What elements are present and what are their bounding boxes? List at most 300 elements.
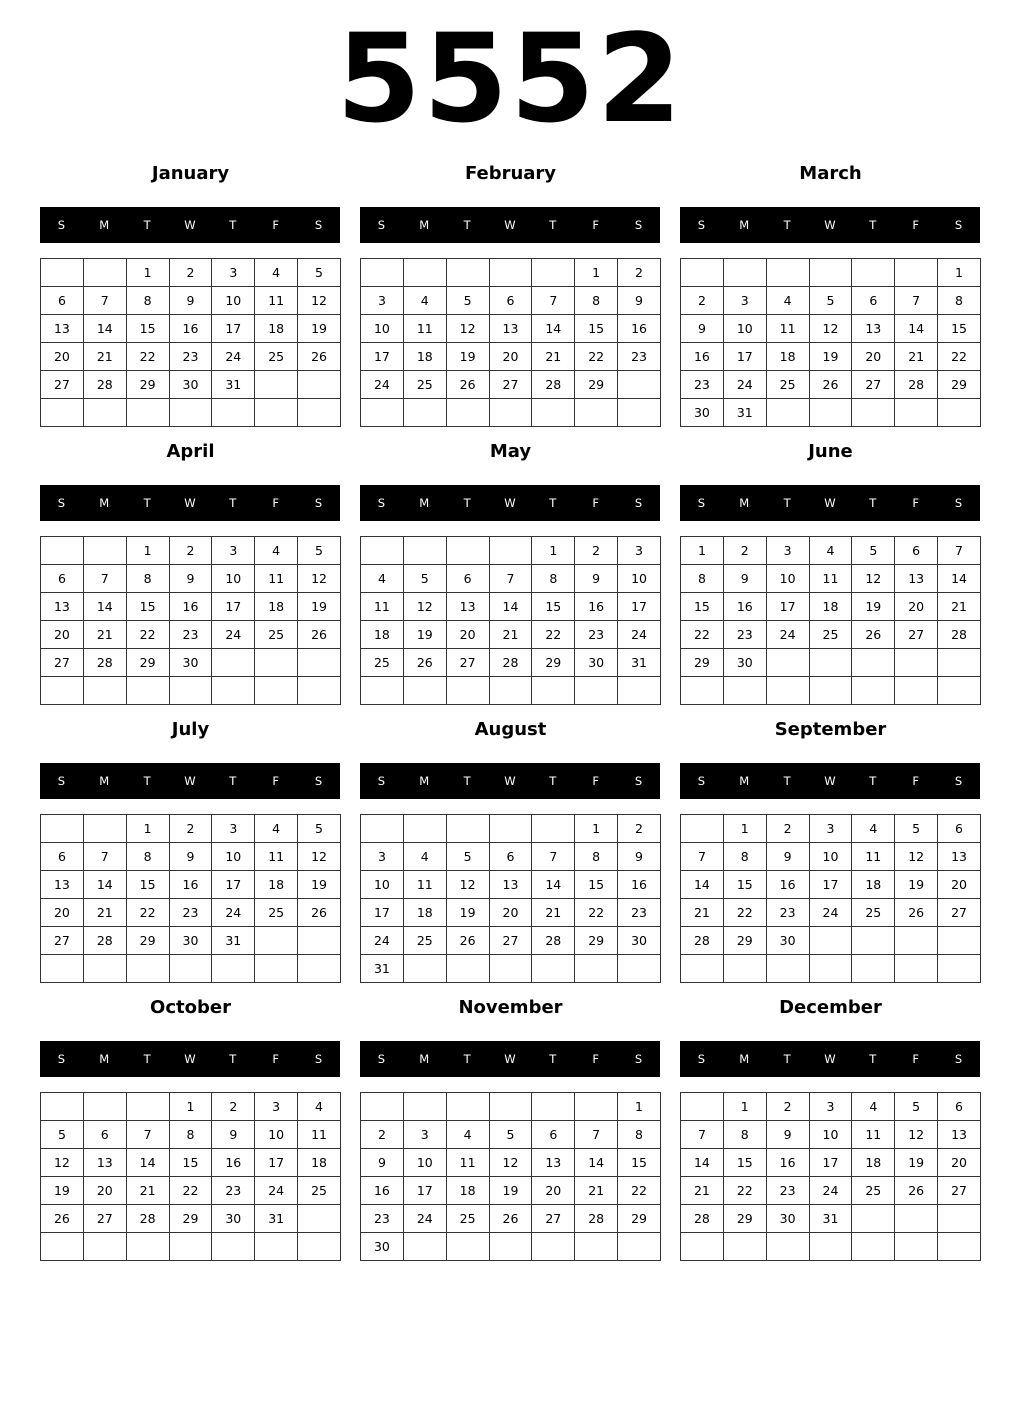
day-cell: 14	[83, 315, 126, 343]
day-cell	[681, 259, 724, 287]
day-cell: 31	[809, 1205, 852, 1233]
day-cell: 27	[532, 1205, 575, 1233]
day-cell: 8	[575, 843, 618, 871]
day-cell: 7	[938, 537, 981, 565]
day-cell: 7	[575, 1121, 618, 1149]
weekday-header	[360, 1041, 660, 1077]
day-cell: 5	[895, 815, 938, 843]
day-cell: 30	[361, 1233, 404, 1261]
weekday-header	[40, 207, 340, 243]
day-cell: 29	[681, 649, 724, 677]
day-grid	[40, 1092, 341, 1261]
day-cell: 1	[126, 815, 169, 843]
day-cell: 2	[723, 537, 766, 565]
day-cell: 26	[298, 343, 341, 371]
day-cell	[723, 259, 766, 287]
day-cell: 21	[532, 343, 575, 371]
weekday-label: T	[869, 774, 877, 788]
day-cell: 21	[895, 343, 938, 371]
weekday-label: W	[184, 496, 196, 510]
day-cell: 20	[938, 1149, 981, 1177]
day-grid	[360, 536, 661, 705]
day-cell	[938, 1205, 981, 1233]
day-cell: 19	[403, 621, 446, 649]
day-cell: 20	[83, 1177, 126, 1205]
day-cell: 17	[361, 343, 404, 371]
day-cell: 11	[255, 287, 298, 315]
day-cell: 27	[895, 621, 938, 649]
week-row	[361, 315, 661, 343]
day-cell: 10	[212, 565, 255, 593]
day-cell: 6	[41, 565, 84, 593]
day-cell: 12	[489, 1149, 532, 1177]
day-cell	[618, 371, 661, 399]
day-cell: 2	[212, 1093, 255, 1121]
day-cell: 10	[361, 315, 404, 343]
day-cell	[766, 399, 809, 427]
weekday-label: F	[272, 218, 279, 232]
day-cell	[723, 677, 766, 705]
day-cell: 16	[766, 1149, 809, 1177]
weekday-label: M	[739, 496, 750, 510]
month-name: October	[150, 997, 231, 1018]
day-cell: 20	[446, 621, 489, 649]
day-cell: 5	[489, 1121, 532, 1149]
day-cell: 25	[852, 899, 895, 927]
day-cell: 6	[895, 537, 938, 565]
day-cell	[938, 399, 981, 427]
day-cell: 24	[212, 899, 255, 927]
day-cell	[83, 677, 126, 705]
day-cell: 16	[212, 1149, 255, 1177]
day-cell	[489, 955, 532, 983]
day-cell: 26	[446, 927, 489, 955]
month-name: March	[799, 163, 862, 184]
day-cell: 31	[723, 399, 766, 427]
day-cell: 23	[169, 343, 212, 371]
weekday-label: T	[229, 496, 237, 510]
day-cell: 18	[403, 899, 446, 927]
day-cell: 8	[938, 287, 981, 315]
day-cell: 18	[446, 1177, 489, 1205]
day-cell: 25	[255, 899, 298, 927]
day-cell	[83, 955, 126, 983]
weekday-label: F	[912, 774, 919, 788]
day-cell: 17	[766, 593, 809, 621]
weekday-label: W	[504, 774, 516, 788]
day-cell: 27	[938, 899, 981, 927]
weekday-label: S	[954, 1052, 963, 1066]
day-cell	[489, 537, 532, 565]
day-cell: 24	[809, 899, 852, 927]
day-cell: 23	[212, 1177, 255, 1205]
weekday-header	[680, 763, 980, 799]
day-cell: 21	[938, 593, 981, 621]
day-cell: 30	[723, 649, 766, 677]
day-cell: 28	[532, 927, 575, 955]
day-cell: 30	[681, 399, 724, 427]
day-cell: 23	[618, 899, 661, 927]
day-cell: 8	[575, 287, 618, 315]
day-cell: 11	[852, 1121, 895, 1149]
day-grid	[360, 1092, 661, 1261]
weekday-label: W	[184, 774, 196, 788]
week-row	[41, 1233, 341, 1261]
day-cell	[852, 1233, 895, 1261]
week-row	[41, 955, 341, 983]
week-row	[41, 259, 341, 287]
weekday-label: T	[783, 1052, 791, 1066]
week-row	[681, 399, 981, 427]
day-cell: 13	[532, 1149, 575, 1177]
day-cell: 11	[403, 871, 446, 899]
day-cell: 22	[126, 343, 169, 371]
day-cell: 15	[575, 871, 618, 899]
day-cell: 27	[83, 1205, 126, 1233]
day-cell: 8	[532, 565, 575, 593]
day-cell: 22	[126, 899, 169, 927]
day-cell: 20	[489, 343, 532, 371]
weekday-label: M	[739, 774, 750, 788]
day-cell: 28	[83, 371, 126, 399]
day-cell	[489, 1093, 532, 1121]
day-cell: 31	[255, 1205, 298, 1233]
day-cell: 11	[403, 315, 446, 343]
day-cell: 1	[618, 1093, 661, 1121]
day-cell	[766, 955, 809, 983]
week-row	[681, 315, 981, 343]
week-row	[681, 371, 981, 399]
day-cell: 6	[852, 287, 895, 315]
day-cell: 14	[489, 593, 532, 621]
day-cell	[532, 259, 575, 287]
day-cell	[809, 955, 852, 983]
weekday-label: F	[592, 218, 599, 232]
day-cell: 21	[83, 343, 126, 371]
day-cell: 17	[212, 593, 255, 621]
day-cell: 29	[126, 649, 169, 677]
day-cell: 22	[169, 1177, 212, 1205]
day-cell: 7	[681, 1121, 724, 1149]
week-row	[681, 1093, 981, 1121]
day-cell: 2	[361, 1121, 404, 1149]
day-cell	[575, 1233, 618, 1261]
day-cell: 22	[681, 621, 724, 649]
day-cell: 23	[681, 371, 724, 399]
day-cell: 29	[723, 927, 766, 955]
weekday-label: M	[739, 1052, 750, 1066]
day-cell: 22	[723, 899, 766, 927]
day-cell: 19	[895, 871, 938, 899]
day-cell: 5	[298, 815, 341, 843]
day-grid	[360, 258, 661, 427]
weekday-label: F	[272, 1052, 279, 1066]
day-cell: 16	[681, 343, 724, 371]
day-cell: 5	[852, 537, 895, 565]
day-cell	[298, 371, 341, 399]
day-cell	[41, 677, 84, 705]
day-cell	[809, 677, 852, 705]
week-row	[361, 927, 661, 955]
day-cell: 14	[895, 315, 938, 343]
day-cell: 26	[41, 1205, 84, 1233]
day-cell: 25	[809, 621, 852, 649]
weekday-label: T	[783, 496, 791, 510]
day-cell: 26	[446, 371, 489, 399]
day-cell: 16	[618, 871, 661, 899]
week-row	[41, 1205, 341, 1233]
month-name: August	[474, 719, 547, 740]
day-cell: 6	[83, 1121, 126, 1149]
day-cell: 10	[212, 843, 255, 871]
day-cell	[83, 1093, 126, 1121]
day-cell	[83, 399, 126, 427]
day-cell: 24	[766, 621, 809, 649]
week-row	[681, 899, 981, 927]
day-cell	[809, 927, 852, 955]
day-cell: 20	[895, 593, 938, 621]
day-cell: 18	[255, 593, 298, 621]
week-row	[361, 677, 661, 705]
day-cell	[403, 1093, 446, 1121]
day-cell: 13	[938, 843, 981, 871]
day-cell: 29	[575, 371, 618, 399]
day-cell: 10	[766, 565, 809, 593]
week-row	[681, 1121, 981, 1149]
day-cell: 10	[403, 1149, 446, 1177]
day-cell: 25	[446, 1205, 489, 1233]
day-cell	[169, 955, 212, 983]
day-cell	[403, 537, 446, 565]
day-cell: 30	[618, 927, 661, 955]
day-cell	[723, 955, 766, 983]
day-cell	[681, 1093, 724, 1121]
day-cell: 2	[618, 259, 661, 287]
week-row	[361, 1093, 661, 1121]
weekday-label: S	[57, 218, 66, 232]
day-cell: 22	[532, 621, 575, 649]
day-cell: 5	[41, 1121, 84, 1149]
weekday-label: S	[377, 496, 386, 510]
weekday-label: S	[314, 496, 323, 510]
day-cell: 17	[809, 871, 852, 899]
day-cell	[809, 259, 852, 287]
day-cell: 23	[618, 343, 661, 371]
day-cell: 4	[809, 537, 852, 565]
week-row	[41, 621, 341, 649]
weekday-header	[360, 763, 660, 799]
day-cell: 28	[83, 927, 126, 955]
year-title: 5552	[336, 8, 684, 150]
day-cell: 6	[489, 287, 532, 315]
day-cell	[446, 677, 489, 705]
day-cell	[618, 1233, 661, 1261]
week-row	[681, 677, 981, 705]
day-cell: 4	[255, 259, 298, 287]
day-cell: 14	[126, 1149, 169, 1177]
day-cell	[446, 1093, 489, 1121]
week-row	[681, 593, 981, 621]
week-row	[361, 371, 661, 399]
day-cell	[361, 399, 404, 427]
day-cell: 11	[361, 593, 404, 621]
day-grid	[680, 814, 981, 983]
weekday-label: F	[272, 774, 279, 788]
weekday-label: T	[463, 218, 471, 232]
day-cell	[489, 815, 532, 843]
day-cell: 31	[361, 955, 404, 983]
day-cell: 22	[575, 343, 618, 371]
weekday-header	[360, 485, 660, 521]
day-cell: 19	[446, 343, 489, 371]
day-cell: 5	[446, 843, 489, 871]
day-cell: 13	[446, 593, 489, 621]
month-name: July	[171, 719, 210, 740]
day-cell: 20	[41, 899, 84, 927]
month-name: April	[166, 441, 215, 462]
day-cell: 27	[41, 649, 84, 677]
day-cell: 27	[852, 371, 895, 399]
day-cell: 5	[298, 259, 341, 287]
day-cell: 28	[489, 649, 532, 677]
week-row	[41, 871, 341, 899]
day-cell: 9	[766, 843, 809, 871]
day-cell: 18	[852, 871, 895, 899]
week-row	[681, 1205, 981, 1233]
day-cell: 6	[489, 843, 532, 871]
weekday-label: W	[184, 218, 196, 232]
week-row	[681, 1177, 981, 1205]
day-cell: 23	[766, 1177, 809, 1205]
day-cell	[532, 1093, 575, 1121]
weekday-label: M	[99, 496, 110, 510]
day-cell	[361, 259, 404, 287]
day-cell: 15	[938, 315, 981, 343]
day-cell	[852, 649, 895, 677]
day-cell: 12	[446, 871, 489, 899]
day-cell	[361, 537, 404, 565]
weekday-label: F	[592, 496, 599, 510]
weekday-label: W	[824, 1052, 836, 1066]
weekday-label: S	[634, 218, 643, 232]
day-cell: 24	[212, 343, 255, 371]
week-row	[681, 843, 981, 871]
day-cell: 10	[618, 565, 661, 593]
day-cell: 16	[169, 315, 212, 343]
weekday-label: W	[504, 496, 516, 510]
day-cell: 7	[83, 843, 126, 871]
day-cell: 30	[766, 927, 809, 955]
weekday-label: T	[229, 774, 237, 788]
day-cell: 7	[532, 287, 575, 315]
day-cell: 3	[809, 1093, 852, 1121]
day-cell	[41, 815, 84, 843]
day-cell: 8	[618, 1121, 661, 1149]
day-cell	[895, 677, 938, 705]
day-cell: 9	[618, 287, 661, 315]
day-cell	[446, 1233, 489, 1261]
weekday-header	[680, 485, 980, 521]
day-cell	[895, 1233, 938, 1261]
weekday-label: T	[783, 218, 791, 232]
week-row	[41, 1149, 341, 1177]
day-cell	[575, 1093, 618, 1121]
day-cell: 29	[938, 371, 981, 399]
day-cell: 18	[766, 343, 809, 371]
day-cell: 2	[169, 537, 212, 565]
day-cell	[126, 955, 169, 983]
day-cell	[41, 259, 84, 287]
day-cell: 13	[41, 593, 84, 621]
day-cell	[895, 927, 938, 955]
day-cell: 5	[809, 287, 852, 315]
week-row	[361, 843, 661, 871]
day-cell: 27	[489, 927, 532, 955]
day-cell: 24	[255, 1177, 298, 1205]
day-cell: 16	[169, 871, 212, 899]
week-row	[41, 927, 341, 955]
day-cell: 2	[618, 815, 661, 843]
week-row	[41, 677, 341, 705]
day-cell: 16	[618, 315, 661, 343]
day-cell: 2	[575, 537, 618, 565]
day-cell: 21	[83, 899, 126, 927]
day-cell	[681, 955, 724, 983]
day-cell: 21	[126, 1177, 169, 1205]
day-cell	[255, 399, 298, 427]
day-cell: 21	[83, 621, 126, 649]
day-cell	[361, 815, 404, 843]
day-cell	[126, 1093, 169, 1121]
day-cell: 15	[723, 1149, 766, 1177]
day-cell: 9	[723, 565, 766, 593]
day-cell: 9	[766, 1121, 809, 1149]
day-cell: 19	[298, 593, 341, 621]
day-cell: 10	[361, 871, 404, 899]
day-cell	[169, 399, 212, 427]
week-row	[361, 621, 661, 649]
day-cell	[723, 1233, 766, 1261]
day-cell: 25	[361, 649, 404, 677]
day-cell: 4	[852, 815, 895, 843]
day-cell: 2	[169, 815, 212, 843]
day-cell	[809, 1233, 852, 1261]
day-cell: 1	[126, 537, 169, 565]
day-cell: 26	[298, 899, 341, 927]
day-cell: 7	[489, 565, 532, 593]
day-cell	[255, 955, 298, 983]
day-cell: 29	[618, 1205, 661, 1233]
day-cell: 8	[681, 565, 724, 593]
day-cell	[126, 399, 169, 427]
day-cell	[852, 1205, 895, 1233]
day-cell: 17	[212, 871, 255, 899]
day-cell: 11	[255, 843, 298, 871]
week-row	[41, 315, 341, 343]
day-cell: 28	[681, 1205, 724, 1233]
day-cell: 19	[446, 899, 489, 927]
week-row	[361, 593, 661, 621]
day-cell: 13	[83, 1149, 126, 1177]
day-cell: 12	[895, 843, 938, 871]
day-cell	[298, 399, 341, 427]
day-cell: 23	[766, 899, 809, 927]
day-cell: 22	[575, 899, 618, 927]
day-cell	[298, 927, 341, 955]
day-cell: 22	[938, 343, 981, 371]
day-cell: 31	[618, 649, 661, 677]
day-cell: 30	[212, 1205, 255, 1233]
